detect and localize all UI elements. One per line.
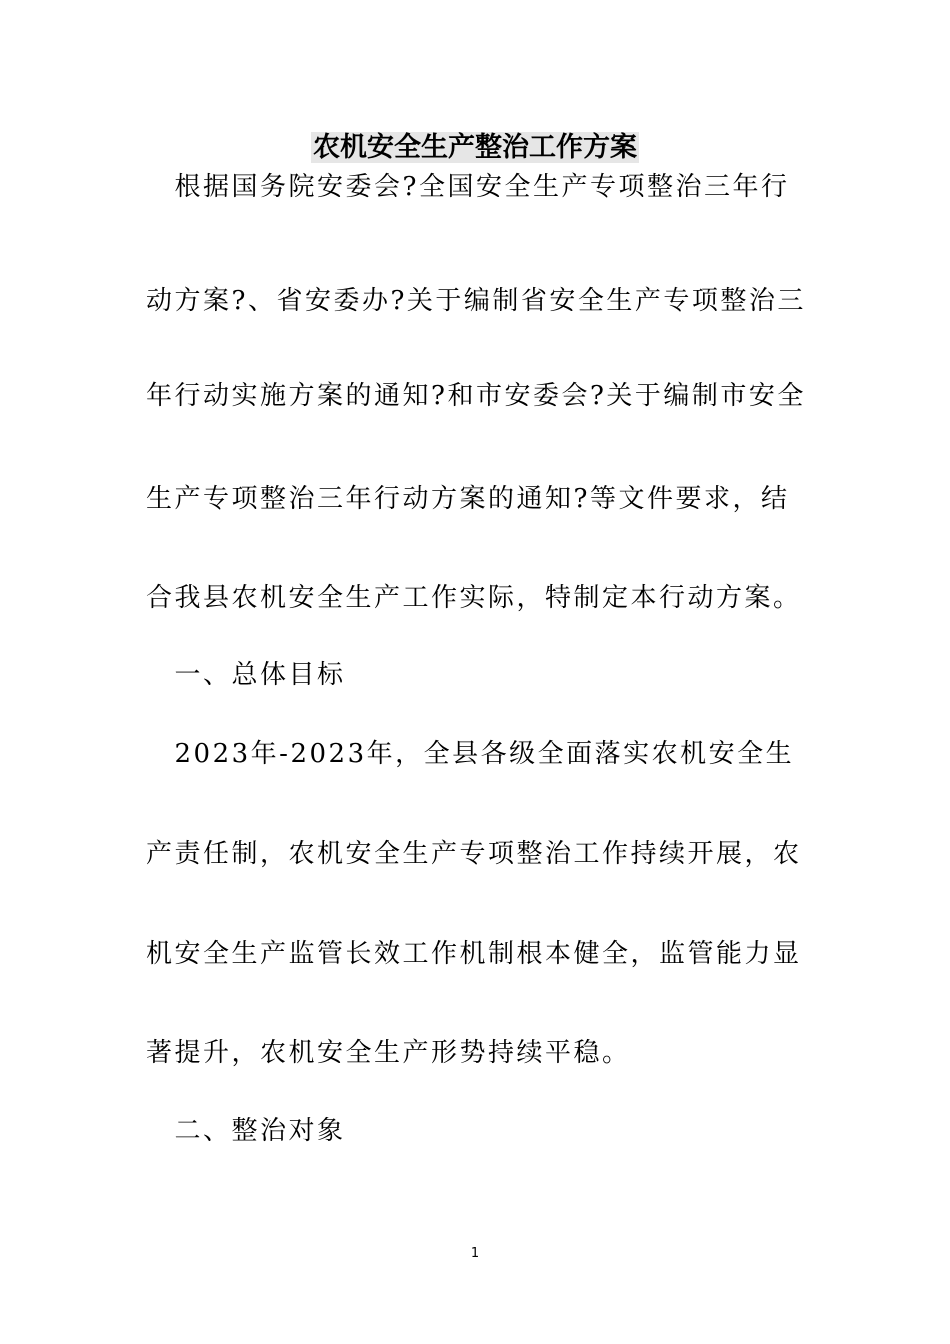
paragraph-line: 合我县农机安全生产工作实际，特制定本行动方案。 — [146, 583, 802, 613]
paragraph-line: 产责任制，农机安全生产专项整治工作持续开展，农 — [146, 839, 802, 869]
paragraph-line: 机安全生产监管长效工作机制根本健全，监管能力显 — [146, 939, 802, 969]
page-number: 1 — [470, 1246, 480, 1261]
document-title — [0, 128, 950, 168]
paragraph-line: 根据国务院安委会?全国安全生产专项整治三年行 — [146, 172, 790, 202]
paragraph-line: 动方案?、省安委办?关于编制省安全生产专项整治三 — [146, 286, 806, 316]
paragraph-line: 2023年-2023年，全县各级全面落实农机安全生 — [146, 739, 795, 769]
section-heading-targets: 二、整治对象 — [146, 1116, 346, 1146]
paragraph-line: 年行动实施方案的通知?和市安委会?关于编制市安全 — [146, 381, 806, 411]
document-title-text: 农机安全生产整治工作方案 — [313, 132, 637, 163]
paragraph-line: 生产专项整治三年行动方案的通知?等文件要求，结 — [146, 484, 790, 514]
section-heading-overall-goal: 一、总体目标 — [146, 660, 346, 690]
paragraph-line: 著提升，农机安全生产形势持续平稳。 — [146, 1038, 631, 1068]
